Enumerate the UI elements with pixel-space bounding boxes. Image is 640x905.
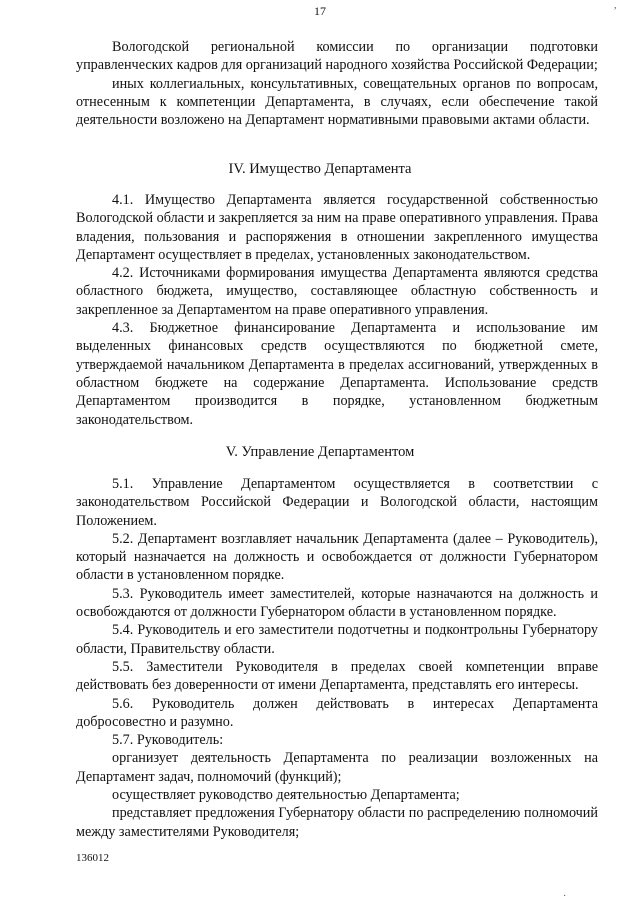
section-4-body [76, 191, 598, 429]
paragraph: Вологодской региональной комиссии по организации подготовки управленческих кадров для организаций народного хозяйства Российской Федерации; [76, 39, 598, 74]
scan-mark: , [614, 0, 617, 11]
section-4-heading: IV. Имущество Департамента [228, 161, 412, 177]
paragraph: представляет предложения Губернатору области по распределению полномочий между заместителями Руководителя; [76, 805, 598, 840]
section-5-body [76, 475, 598, 841]
scan-mark: · [563, 891, 567, 902]
paragraph: 5.1. Управление Департаментом осуществляется в соответствии с законодательством Российской Федерации и Вологодской области, настоящим Положением. [76, 476, 598, 529]
paragraph: 5.3. Руководитель имеет заместителей, которые назначаются на должность и освобождаются от должности Губернатором области в установленном порядке. [76, 585, 598, 621]
paragraph: 5.2. Департамент возглавляет начальник Департамента (далее – Руководитель), который назначается на должность и освобождается от должности Губернатором области в установленном порядке. [76, 530, 598, 584]
paragraph: 4.2. Источниками формирования имущества Департамента являются средства областного бюджета, имущество, составляющее областную собственность и закрепленное за Департаментом на праве оперативного управления. [76, 265, 598, 318]
paragraph: 4.3. Бюджетное финансирование Департамента и использование им выделенных финансовых средств осуществляются по бюджетной смете, утверждаемой начальником Департамента в пределах ассигнований, утвержденных в областном бюджете на содержание Департамента. Использование средств Департаментом производится в порядке, установленном бюджетным законодательством. [76, 320, 598, 428]
section-5-heading: V. Управление Департаментом [225, 444, 415, 460]
paragraph: иных коллегиальных, консультативных, совещательных органов по вопросам, отнесенным к компетенции Департамента, в случаях, если обеспечение такой деятельности возложено на Департамент нормативными правовыми актами области. [76, 75, 598, 129]
page-number: 17 [314, 4, 326, 18]
top-clauses [76, 38, 598, 129]
document-code: 136012 [76, 852, 109, 864]
paragraph: 5.6. Руководитель должен действовать в интересах Департамента добросовестно и разумно. [76, 695, 598, 730]
paragraph: 5.7. Руководитель: [112, 732, 224, 749]
paragraph: 4.1. Имущество Департамента является государственной собственностью Вологодской области и закрепляется за ним на праве оперативного управления. Права владения, пользования и распоряжения в отношении закрепленного имущества Департамент осуществляет в пределах, установленных законодательством. [76, 192, 598, 263]
paragraph: 5.5. Заместители Руководителя в пределах своей компетенции вправе действовать без доверенности от имени Департамента, представлять его интересы. [76, 658, 598, 694]
paragraph: осуществляет руководство деятельностью Департамента; [112, 787, 460, 804]
paragraph: организует деятельность Департамента по реализации возложенных на Департамент задач, полномочий (функций); [76, 750, 598, 785]
paragraph: 5.4. Руководитель и его заместители подотчетны и подконтрольны Губернатору области, Правительству области. [76, 622, 598, 657]
